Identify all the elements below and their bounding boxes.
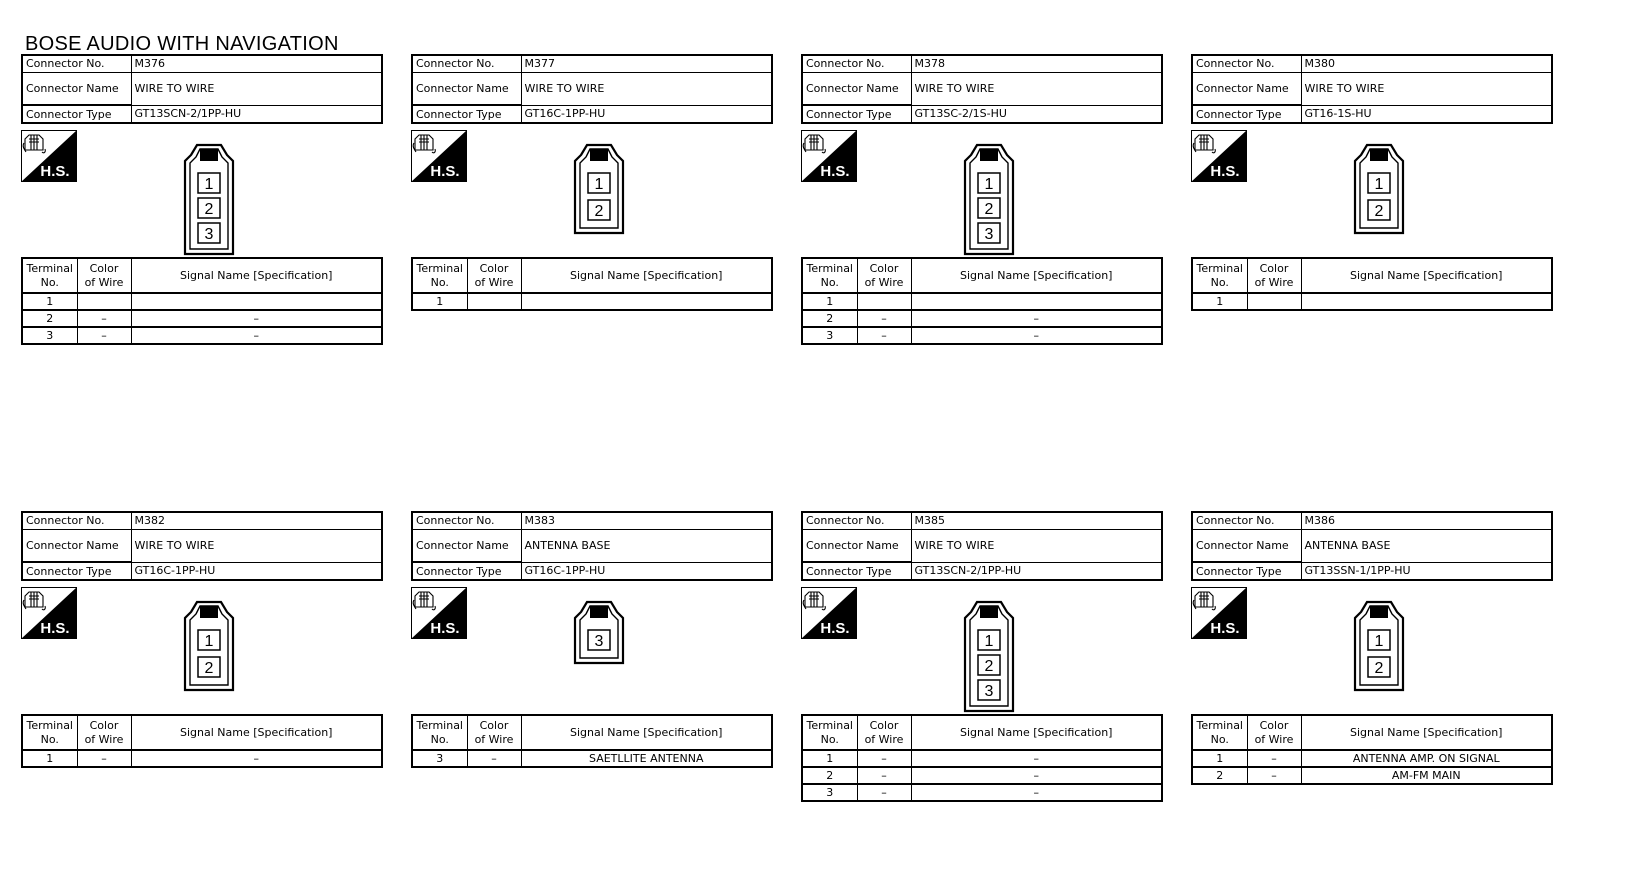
wire-color: –	[77, 327, 131, 344]
cavity-number: 1	[594, 176, 604, 193]
color-of-wire-header: Color of Wire	[77, 715, 131, 750]
terminal-no: 1	[22, 293, 77, 310]
color-of-wire-header: Color of Wire	[77, 258, 131, 293]
terminal-row	[802, 327, 1162, 344]
connector-type-value: GT16C-1PP-HU	[521, 105, 772, 123]
hs-badge-label: H.S.	[820, 163, 850, 180]
signal-name	[911, 293, 1162, 310]
terminal-no: 2	[22, 310, 77, 327]
connector-type-value: GT16C-1PP-HU	[521, 562, 772, 580]
connector-no-label: Connector No.	[802, 512, 911, 529]
cavity-number: 3	[594, 633, 604, 650]
connector-face-drawing	[962, 142, 1016, 261]
connector-type-value: GT13SC-2/1S-HU	[911, 105, 1162, 123]
color-of-wire-header: Color of Wire	[1247, 715, 1301, 750]
signal-name: AM-FM MAIN	[1301, 767, 1552, 784]
terminal-row	[802, 750, 1162, 767]
terminal-no: 2	[1192, 767, 1247, 784]
connector-type-label: Connector Type	[22, 105, 131, 123]
connector-block	[1191, 54, 1553, 364]
terminal-no-header: Terminal No.	[412, 258, 467, 293]
harness-side-icon	[21, 130, 77, 182]
terminal-row	[22, 293, 382, 310]
terminal-row	[802, 293, 1162, 310]
wire-color: –	[857, 767, 911, 784]
connector-name-value: ANTENNA BASE	[521, 529, 772, 562]
wire-color	[857, 293, 911, 310]
harness-side-icon	[801, 587, 857, 639]
signal-name: ANTENNA AMP. ON SIGNAL	[1301, 750, 1552, 767]
connector-face-drawing	[572, 142, 626, 240]
harness-side-icon	[411, 587, 467, 639]
connector-type-value: GT13SCN-2/1PP-HU	[911, 562, 1162, 580]
connector-block	[1191, 511, 1553, 821]
terminal-row	[22, 310, 382, 327]
connector-no-label: Connector No.	[802, 55, 911, 72]
signal-name: –	[131, 310, 382, 327]
harness-side-icon	[801, 130, 857, 182]
connector-name-value: ANTENNA BASE	[1301, 529, 1552, 562]
terminal-no: 3	[22, 327, 77, 344]
connector-info-table	[1191, 511, 1553, 581]
connector-no-value: M385	[911, 512, 1162, 529]
connector-info-table	[801, 54, 1163, 124]
connector-name-label: Connector Name	[1192, 529, 1301, 562]
color-of-wire-header: Color of Wire	[467, 715, 521, 750]
terminal-no: 2	[802, 767, 857, 784]
connector-type-label: Connector Type	[412, 105, 521, 123]
terminal-row	[412, 293, 772, 310]
connector-type-value: GT13SSN-1/1PP-HU	[1301, 562, 1552, 580]
wire-color: –	[857, 310, 911, 327]
signal-name: –	[911, 784, 1162, 801]
signal-name-header: Signal Name [Specification]	[521, 258, 772, 293]
connector-name-label: Connector Name	[22, 529, 131, 562]
terminal-row	[802, 784, 1162, 801]
signal-name-header: Signal Name [Specification]	[911, 258, 1162, 293]
signal-name	[521, 293, 772, 310]
signal-name: –	[911, 327, 1162, 344]
wire-color: –	[857, 327, 911, 344]
terminal-no: 1	[1192, 293, 1247, 310]
connector-type-value: GT16-1S-HU	[1301, 105, 1552, 123]
connector-no-value: M383	[521, 512, 772, 529]
wire-color	[77, 293, 131, 310]
connector-name-label: Connector Name	[412, 72, 521, 105]
terminal-no-header: Terminal No.	[22, 715, 77, 750]
connector-face-drawing	[962, 599, 1016, 718]
connector-type-label: Connector Type	[802, 562, 911, 580]
connector-block	[801, 54, 1163, 364]
cavity-number: 1	[204, 176, 214, 193]
connector-face-drawing	[182, 142, 236, 261]
hs-badge-label: H.S.	[1210, 620, 1240, 637]
cavity-number: 2	[1374, 660, 1384, 677]
wire-color	[1247, 293, 1301, 310]
page-title: BOSE AUDIO WITH NAVIGATION	[25, 33, 339, 55]
connector-name-value: WIRE TO WIRE	[1301, 72, 1552, 105]
wire-color: –	[1247, 767, 1301, 784]
cavity-number: 2	[984, 201, 994, 218]
wire-color: –	[1247, 750, 1301, 767]
terminal-table	[1191, 257, 1553, 311]
connector-info-table	[1191, 54, 1553, 124]
connector-face-drawing	[182, 599, 236, 697]
harness-side-icon	[1191, 130, 1247, 182]
terminal-row	[802, 310, 1162, 327]
signal-name	[1301, 293, 1552, 310]
terminal-table	[21, 257, 383, 345]
hs-badge-label: H.S.	[430, 163, 460, 180]
signal-name	[131, 293, 382, 310]
connector-name-label: Connector Name	[802, 529, 911, 562]
cavity-number: 1	[1374, 633, 1384, 650]
cavity-number: 3	[984, 683, 994, 700]
signal-name-header: Signal Name [Specification]	[521, 715, 772, 750]
connector-no-value: M378	[911, 55, 1162, 72]
connector-block	[801, 511, 1163, 821]
wire-color: –	[857, 784, 911, 801]
connector-type-label: Connector Type	[802, 105, 911, 123]
signal-name: –	[911, 750, 1162, 767]
connector-info-table	[21, 511, 383, 581]
harness-side-icon	[1191, 587, 1247, 639]
hs-badge-label: H.S.	[40, 163, 70, 180]
connector-no-value: M377	[521, 55, 772, 72]
signal-name: SAETLLITE ANTENNA	[521, 750, 772, 767]
terminal-row	[1192, 750, 1552, 767]
connector-face-drawing	[572, 599, 626, 670]
connector-block	[21, 54, 383, 364]
hs-badge-label: H.S.	[820, 620, 850, 637]
connector-block	[411, 54, 773, 364]
signal-name: –	[911, 767, 1162, 784]
terminal-no-header: Terminal No.	[802, 258, 857, 293]
connector-name-label: Connector Name	[1192, 72, 1301, 105]
terminal-no: 3	[412, 750, 467, 767]
terminal-table	[801, 257, 1163, 345]
connector-no-label: Connector No.	[1192, 55, 1301, 72]
signal-name: –	[131, 327, 382, 344]
harness-side-icon	[411, 130, 467, 182]
wire-color: –	[77, 750, 131, 767]
terminal-no: 2	[802, 310, 857, 327]
cavity-number: 1	[984, 176, 994, 193]
hs-badge-label: H.S.	[1210, 163, 1240, 180]
color-of-wire-header: Color of Wire	[857, 715, 911, 750]
signal-name: –	[131, 750, 382, 767]
terminal-row	[1192, 293, 1552, 310]
color-of-wire-header: Color of Wire	[1247, 258, 1301, 293]
terminal-no: 3	[802, 784, 857, 801]
connector-info-table	[21, 54, 383, 124]
terminal-row	[412, 750, 772, 767]
connector-name-value: WIRE TO WIRE	[131, 529, 382, 562]
terminal-table	[1191, 714, 1553, 785]
terminal-no-header: Terminal No.	[22, 258, 77, 293]
connector-name-label: Connector Name	[22, 72, 131, 105]
connector-no-label: Connector No.	[1192, 512, 1301, 529]
connector-face-drawing	[1352, 599, 1406, 697]
cavity-number: 1	[204, 633, 214, 650]
color-of-wire-header: Color of Wire	[467, 258, 521, 293]
connector-type-label: Connector Type	[1192, 105, 1301, 123]
terminal-table	[411, 714, 773, 768]
connector-type-label: Connector Type	[22, 562, 131, 580]
connector-face-drawing	[1352, 142, 1406, 240]
cavity-number: 2	[594, 203, 604, 220]
harness-side-icon	[21, 587, 77, 639]
connector-block	[411, 511, 773, 821]
hs-badge-label: H.S.	[430, 620, 460, 637]
connector-no-label: Connector No.	[22, 55, 131, 72]
connector-name-value: WIRE TO WIRE	[911, 72, 1162, 105]
cavity-number: 3	[984, 226, 994, 243]
connector-type-value: GT13SCN-2/1PP-HU	[131, 105, 382, 123]
signal-name: –	[911, 310, 1162, 327]
connector-type-label: Connector Type	[1192, 562, 1301, 580]
wire-color: –	[467, 750, 521, 767]
connector-no-label: Connector No.	[22, 512, 131, 529]
terminal-table	[21, 714, 383, 768]
terminal-no-header: Terminal No.	[1192, 258, 1247, 293]
cavity-number: 2	[204, 660, 214, 677]
connector-name-value: WIRE TO WIRE	[521, 72, 772, 105]
connector-info-table	[411, 511, 773, 581]
connector-name-label: Connector Name	[802, 72, 911, 105]
connector-name-value: WIRE TO WIRE	[131, 72, 382, 105]
connector-no-value: M380	[1301, 55, 1552, 72]
terminal-table	[411, 257, 773, 311]
connector-name-label: Connector Name	[412, 529, 521, 562]
connector-block	[21, 511, 383, 821]
terminal-no: 3	[802, 327, 857, 344]
cavity-number: 2	[984, 658, 994, 675]
cavity-number: 2	[1374, 203, 1384, 220]
signal-name-header: Signal Name [Specification]	[1301, 715, 1552, 750]
terminal-row	[22, 750, 382, 767]
terminal-row	[802, 767, 1162, 784]
terminal-no: 1	[22, 750, 77, 767]
connector-no-label: Connector No.	[412, 55, 521, 72]
wire-color: –	[857, 750, 911, 767]
signal-name-header: Signal Name [Specification]	[131, 715, 382, 750]
cavity-number: 2	[204, 201, 214, 218]
signal-name-header: Signal Name [Specification]	[131, 258, 382, 293]
terminal-row	[1192, 767, 1552, 784]
connector-no-label: Connector No.	[412, 512, 521, 529]
terminal-row	[22, 327, 382, 344]
terminal-no-header: Terminal No.	[412, 715, 467, 750]
connector-no-value: M376	[131, 55, 382, 72]
connector-name-value: WIRE TO WIRE	[911, 529, 1162, 562]
terminal-table	[801, 714, 1163, 802]
cavity-number: 3	[204, 226, 214, 243]
connector-info-table	[411, 54, 773, 124]
connector-type-label: Connector Type	[412, 562, 521, 580]
cavity-number: 1	[1374, 176, 1384, 193]
connector-type-value: GT16C-1PP-HU	[131, 562, 382, 580]
terminal-no: 1	[802, 750, 857, 767]
wire-color	[467, 293, 521, 310]
color-of-wire-header: Color of Wire	[857, 258, 911, 293]
connector-no-value: M386	[1301, 512, 1552, 529]
connector-no-value: M382	[131, 512, 382, 529]
wire-color: –	[77, 310, 131, 327]
terminal-no: 1	[802, 293, 857, 310]
connector-info-table	[801, 511, 1163, 581]
hs-badge-label: H.S.	[40, 620, 70, 637]
signal-name-header: Signal Name [Specification]	[911, 715, 1162, 750]
cavity-number: 1	[984, 633, 994, 650]
terminal-no: 1	[412, 293, 467, 310]
signal-name-header: Signal Name [Specification]	[1301, 258, 1552, 293]
terminal-no: 1	[1192, 750, 1247, 767]
terminal-no-header: Terminal No.	[802, 715, 857, 750]
terminal-no-header: Terminal No.	[1192, 715, 1247, 750]
